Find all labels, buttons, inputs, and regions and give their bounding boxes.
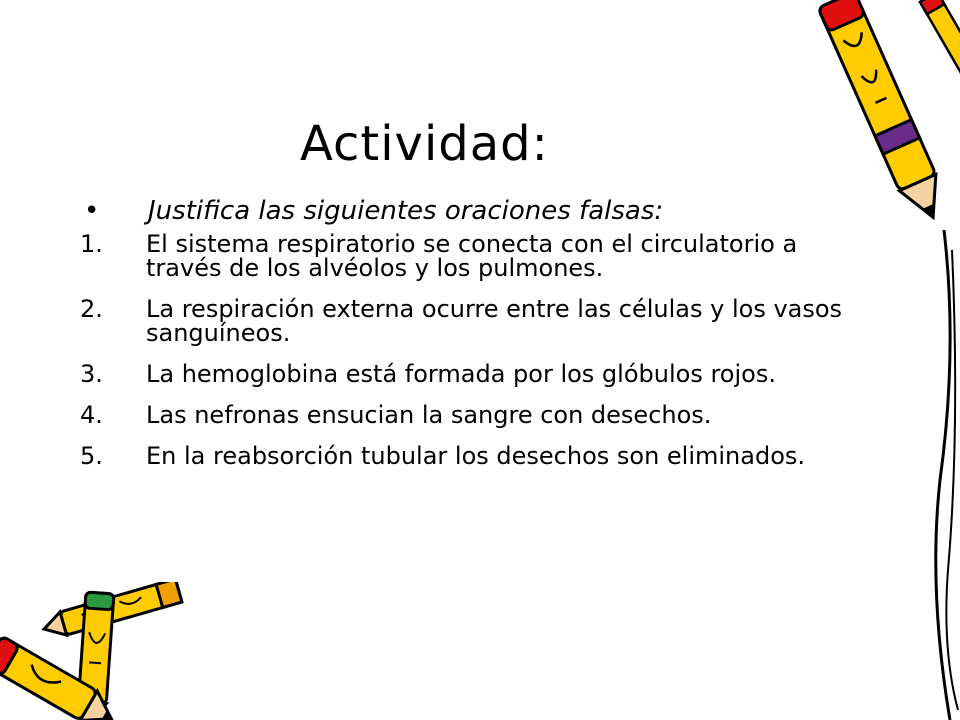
item-text: La hemoglobina está formada por los glóbulos rojos. [146,360,776,388]
list-item [80,403,880,427]
item-number: 1. [80,230,103,258]
item-number: 4. [80,401,103,429]
intro-text: Justifica las siguientes oraciones falsas: [148,196,664,226]
pencil-icon [900,230,960,720]
item-text: La respiración externa ocurre entre las células y los vasos sanguíneos. [146,295,843,347]
item-number: 5. [80,442,103,470]
item-number: 2. [80,295,103,323]
list-item [80,297,880,345]
item-text: El sistema respiratorio se conecta con el circulatorio a través de los alvéolos y los pulmones. [146,230,798,282]
list-item [80,444,880,468]
list-item [80,362,880,386]
item-text: Las nefronas ensucian la sangre con desechos. [146,401,712,429]
item-text: En la reabsorción tubular los desechos son eliminados. [146,442,806,470]
pencil-icon [800,0,960,230]
statement-list [80,232,880,485]
crayon-icon [0,582,200,720]
list-item [80,232,880,280]
slide-title: Actividad: [300,116,549,172]
bullet-symbol: • [84,196,100,226]
item-number: 3. [80,360,103,388]
